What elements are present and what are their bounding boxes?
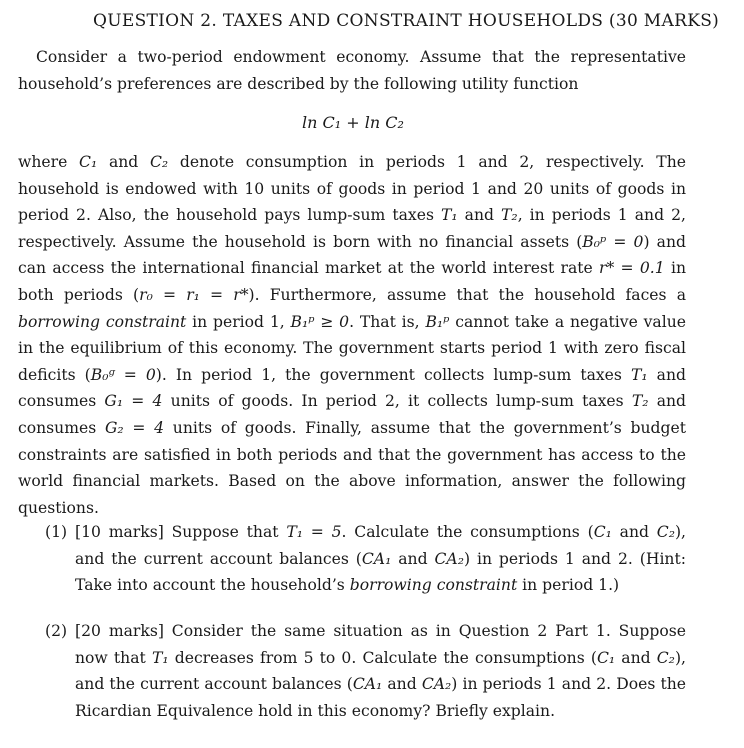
intro-paragraph <box>18 44 686 97</box>
math-c1: C₁ <box>596 648 616 667</box>
question-item-1 <box>45 519 686 599</box>
math-interest-rates: r₀ = r₁ = r* <box>139 285 249 304</box>
text-segment: ), and the current account balances ( <box>75 523 686 568</box>
text-segment: and <box>615 648 657 667</box>
intro-text: Consider a two-period endowment economy. Assume that the representative household’s preferences are described by the following utility function <box>18 48 686 93</box>
question-text <box>75 519 686 599</box>
math-b1p: B₁ᵖ <box>425 312 450 331</box>
question-heading: QUESTION 2. TAXES AND CONSTRAINT HOUSEHOLDS (30 MARKS) <box>93 11 720 31</box>
math-c1: C₁ <box>79 153 98 171</box>
math-b0g: B₀ᵍ = 0 <box>90 365 156 384</box>
text-segment: denote consumption in periods 1 and 2, respectively. The household is endowed with 10 units of goods in period 1 and 20 units of goods in period 2. Also, the household pays lump-sum taxes <box>18 153 686 225</box>
math-ca2: CA₂ <box>421 675 452 694</box>
text-segment: . Calculate the consumptions ( <box>341 523 594 541</box>
text-segment: and consumes <box>18 392 687 437</box>
text-segment: in period 1.) <box>517 576 620 595</box>
text-segment: decreases from 5 to 0. Calculate the consumptions ( <box>168 648 597 667</box>
text-segment: units of goods. In period 2, it collects lump-sum taxes <box>162 392 632 411</box>
math-ca1: CA₁ <box>361 549 392 568</box>
math-b1p-constraint: B₁ᵖ ≥ 0 <box>290 312 350 331</box>
math-ca1: CA₁ <box>352 675 383 694</box>
question-text <box>75 618 686 724</box>
text-segment: , in periods 1 and 2, respectively. Assume the household is born with no financial assets ( <box>18 206 686 251</box>
text-segment: ) in periods 1 and 2. Does the Ricardian Equivalence hold in this economy? Briefly explain. <box>75 675 686 720</box>
math-g2: G₂ = 4 <box>104 418 165 437</box>
utility-formula: ln C₁ + ln C₂ <box>302 113 404 132</box>
text-segment: and <box>97 153 150 171</box>
text-segment: ). In period 1, the government collects lump-sum taxes <box>155 365 631 384</box>
math-c2: C₂ <box>656 648 675 667</box>
math-t1: T₁ <box>151 648 169 667</box>
text-segment: in period 1, <box>186 312 291 331</box>
body-paragraph <box>18 149 686 521</box>
emphasis-borrowing-constraint: borrowing constraint <box>349 576 518 595</box>
question-number: (1) <box>45 523 68 541</box>
text-segment: and <box>382 675 422 694</box>
text-segment: units of goods. Finally, assume that the government’s budget constraints are satisfied in both periods and that the government has access to the world financial markets. Based on the above information, answer the following questions. <box>18 418 687 517</box>
utility-function-equation <box>18 113 688 132</box>
text-segment: and <box>457 206 502 225</box>
math-t2: T₂ <box>631 392 649 411</box>
text-segment: ) and can access the international financial market at the world interest rate <box>18 232 686 278</box>
math-g1: G₁ = 4 <box>104 392 163 411</box>
math-b0p: B₀ᵖ = 0 <box>582 232 644 251</box>
math-t1-value: T₁ = 5 <box>286 523 342 541</box>
math-c2: C₂ <box>150 153 169 171</box>
text-segment: . That is, <box>349 312 426 331</box>
text-segment: ) in periods 1 and 2. (Hint: Take into account the household’s <box>75 549 686 595</box>
text-segment: [20 marks] Consider the same situation as in Question 2 Part 1. Suppose now that <box>75 622 686 667</box>
text-segment: and <box>391 549 435 568</box>
question-item-2 <box>45 618 686 724</box>
math-t1: T₁ <box>440 206 458 225</box>
text-segment: and consumes <box>18 365 686 411</box>
text-segment: ), and the current account balances ( <box>75 648 686 694</box>
math-c1: C₁ <box>593 523 612 541</box>
math-c2: C₂ <box>656 523 675 541</box>
question-number: (2) <box>45 622 68 640</box>
math-t1: T₁ <box>630 365 648 384</box>
text-segment: [10 marks] Suppose that <box>75 523 287 541</box>
math-ca2: CA₂ <box>434 549 464 568</box>
math-rstar: r* = 0.1 <box>599 259 665 278</box>
text-segment: and <box>611 523 657 541</box>
math-t2: T₂ <box>501 206 518 225</box>
text-segment: cannot take a negative value in the equilibrium of this economy. The government starts period 1 with zero fiscal deficits ( <box>18 312 686 384</box>
text-segment: ). Furthermore, assume that the household faces a <box>248 285 686 304</box>
text-segment: in both periods ( <box>18 259 686 304</box>
text-segment: where <box>18 153 80 171</box>
emphasis-borrowing-constraint: borrowing constraint <box>18 312 187 331</box>
